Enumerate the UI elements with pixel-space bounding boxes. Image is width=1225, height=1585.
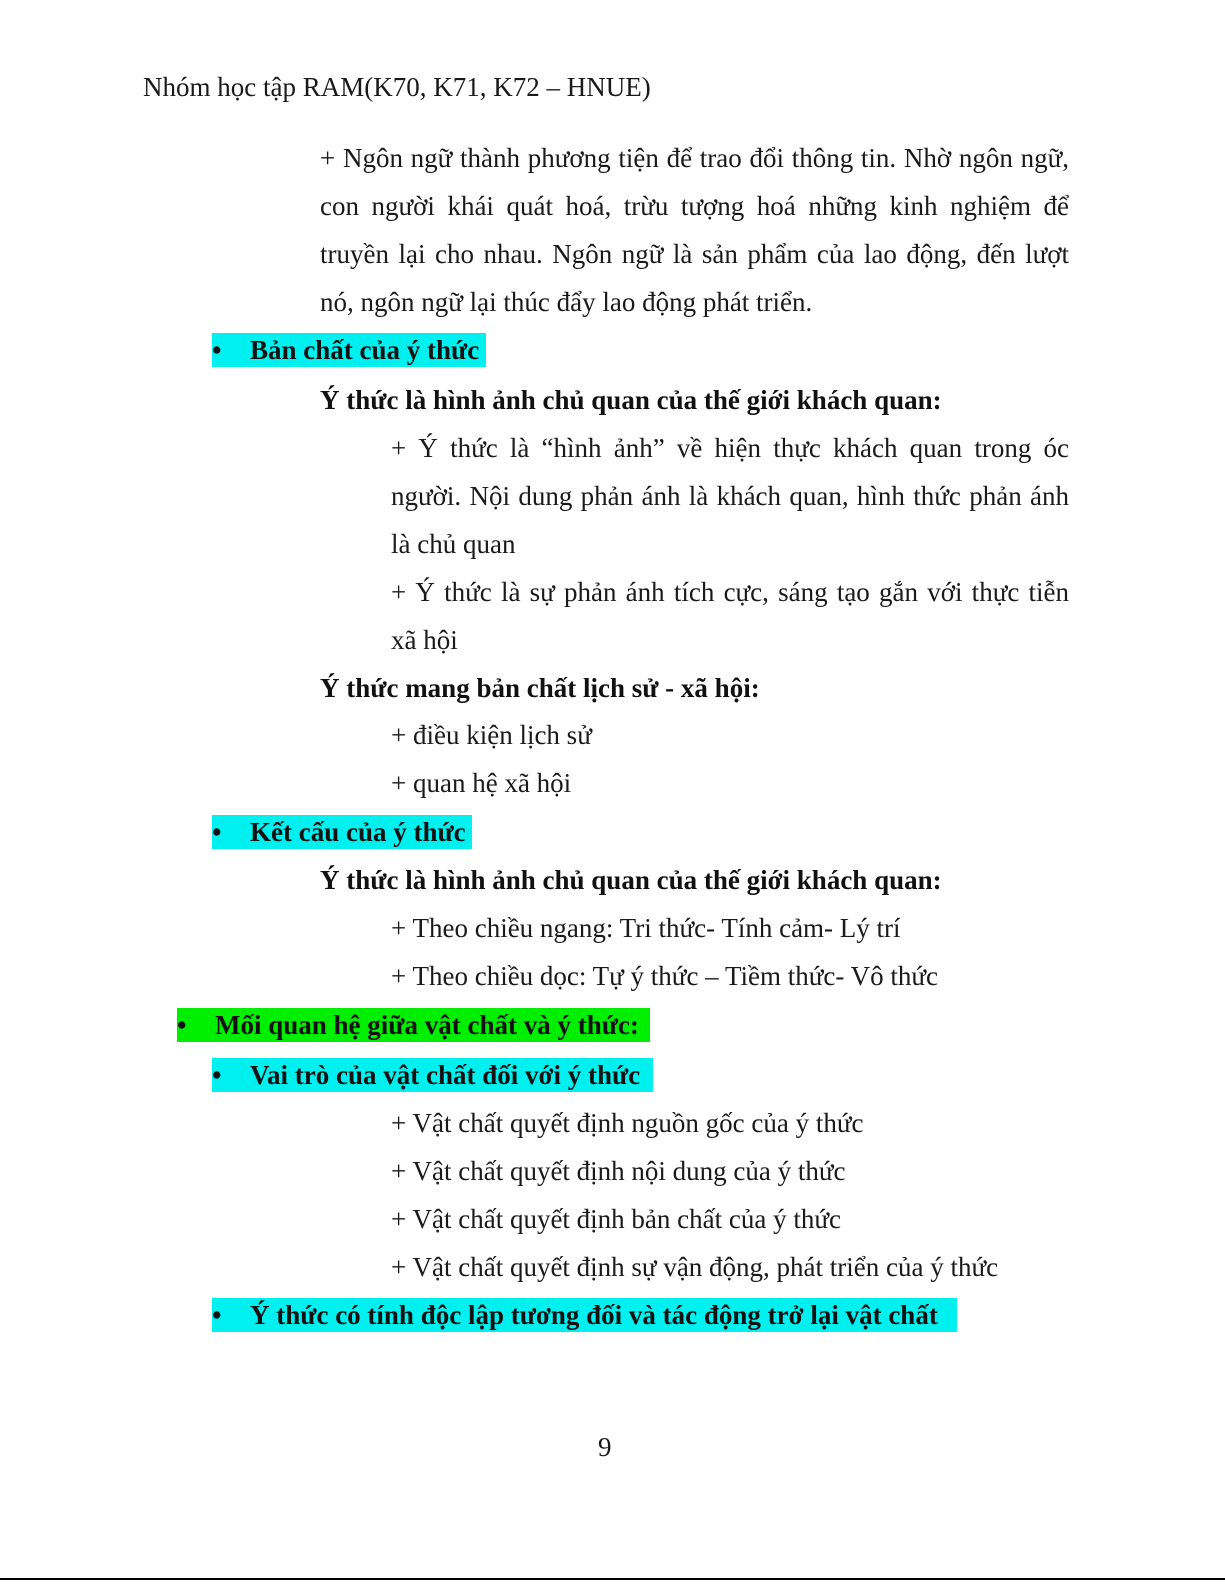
heading-structure (212, 815, 472, 849)
subheading: Ý thức là hình ảnh chủ quan của thế giới khách quan: (320, 865, 942, 895)
bottom-border (0, 1578, 1225, 1580)
paragraph-line: + Ngôn ngữ thành phương tiện để trao đổi thông tin. Nhờ ngôn ngữ, (320, 143, 1069, 173)
paragraph-line: truyền lại cho nhau. Ngôn ngữ là sản phẩm của lao động, đến lượt (320, 239, 1069, 269)
bullet-icon: • (212, 1300, 222, 1330)
list-item-line: + Ý thức là sự phản ánh tích cực, sáng tạo gắn với thực tiễn (391, 577, 1069, 607)
list-item: + Vật chất quyết định nội dung của ý thức (391, 1156, 846, 1186)
page-header: Nhóm học tập RAM(K70, K71, K72 – HNUE) (143, 72, 651, 102)
bullet-icon: • (212, 817, 222, 847)
list-item: + Theo chiều ngang: Tri thức- Tính cảm- Lý trí (391, 913, 901, 943)
list-item-line: là chủ quan (391, 529, 516, 559)
paragraph-line: con người khái quát hoá, trừu tượng hoá những kinh nghiệm để (320, 191, 1069, 221)
bullet-icon: • (212, 1060, 222, 1090)
list-item: + Vật chất quyết định nguồn gốc của ý thức (391, 1108, 864, 1138)
heading-role-text: Vai trò của vật chất đối với ý thức (250, 1060, 641, 1090)
paragraph-line: nó, ngôn ngữ lại thúc đẩy lao động phát triển. (320, 287, 813, 317)
list-item: + điều kiện lịch sử (391, 720, 592, 750)
heading-nature (212, 333, 486, 367)
heading-relation (177, 1008, 650, 1042)
list-item-line: người. Nội dung phản ánh là khách quan, hình thức phản ánh (391, 481, 1069, 511)
list-item-line: xã hội (391, 625, 458, 655)
heading-independence (212, 1298, 957, 1332)
list-item: + quan hệ xã hội (391, 768, 572, 798)
heading-relation-text: Mối quan hệ giữa vật chất và ý thức: (215, 1010, 639, 1040)
heading-independence-text: Ý thức có tính độc lập tương đối và tác động trở lại vật chất (250, 1300, 938, 1330)
list-item-line: + Ý thức là “hình ảnh” về hiện thực khách quan trong óc (391, 433, 1069, 463)
list-item: + Vật chất quyết định sự vận động, phát triển của ý thức (391, 1252, 999, 1282)
list-item: + Theo chiều dọc: Tự ý thức – Tiềm thức- Vô thức (391, 961, 938, 991)
heading-structure-text: Kết cấu của ý thức (250, 817, 466, 847)
list-item: + Vật chất quyết định bản chất của ý thức (391, 1204, 841, 1234)
heading-nature-text: Bản chất của ý thức (250, 335, 480, 365)
heading-role (212, 1058, 653, 1092)
subheading: Ý thức là hình ảnh chủ quan của thế giới khách quan: (320, 385, 942, 415)
page-number: 9 (598, 1432, 612, 1462)
bullet-icon: • (212, 335, 222, 365)
subheading: Ý thức mang bản chất lịch sử - xã hội: (320, 673, 760, 703)
bullet-icon: • (177, 1010, 187, 1040)
